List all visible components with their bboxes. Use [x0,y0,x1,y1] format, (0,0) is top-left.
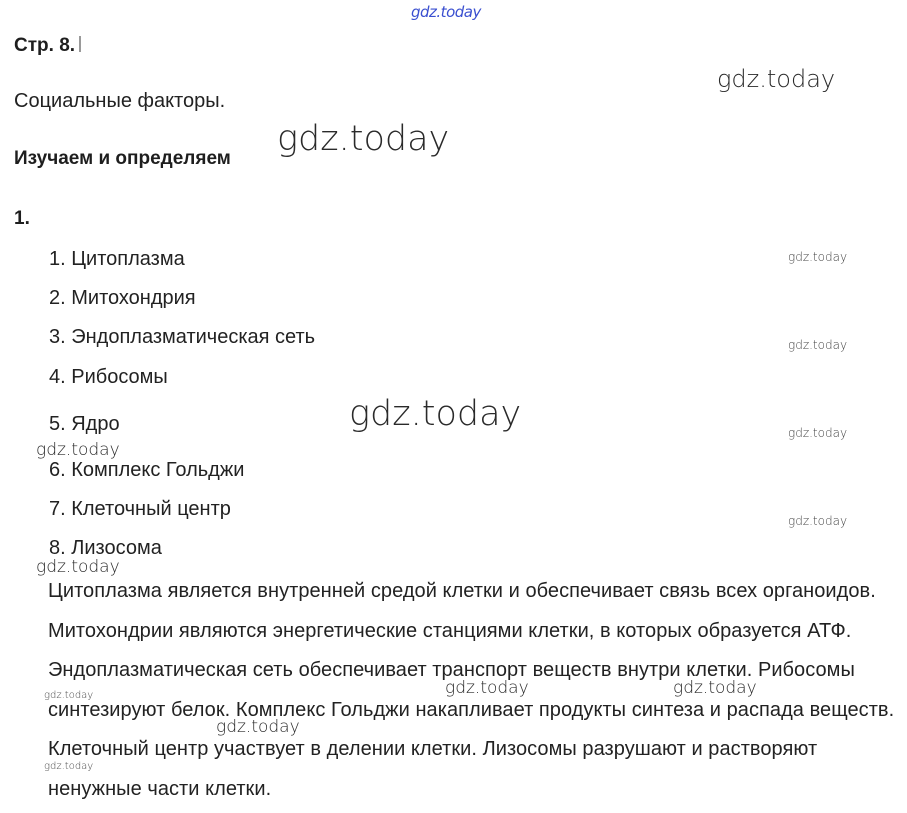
watermark: gdz.today [673,678,757,698]
watermark: gdz.today [717,65,836,93]
watermark: gdz.today [788,250,848,264]
list-item: 3. Эндоплазматическая сеть [49,326,316,348]
watermark: gdz.today [44,761,94,772]
watermark: gdz.today [277,119,450,159]
list-item: 2. Митохондрия [49,287,196,309]
list-item: 5. Ядро [49,413,120,435]
watermark: gdz.today [349,394,522,434]
answer-paragraph: Цитоплазма является внутренней средой клетки и обеспечивает связь всех органоидов. Митохондрии являются энергетические станциями клетки, в которых образуется АТФ. Эндоплазматическая сеть обеспечивает транспорт веществ внутри клетки. Рибосомы синтезируют белок. Комплекс Гольджи накапливает продукты синтеза и распада веществ. Клеточный центр участвует в делении клетки. Лизосомы разрушают и растворяют ненужные части клетки. [48,580,895,800]
watermark: gdz.today [36,440,120,460]
task-number: 1. [14,208,30,229]
topic-title: Социальные факторы. [14,90,226,112]
section-heading: Изучаем и определяем [14,148,231,169]
watermark: gdz.today [36,557,120,577]
watermark: gdz.today [788,338,848,352]
watermark: gdz.today [44,690,94,701]
watermark: gdz.today [216,717,300,737]
list-item: 4. Рибосомы [49,366,168,388]
watermark: gdz.today [411,3,481,21]
list-item: 7. Клеточный центр [49,498,231,520]
page-label [14,35,81,57]
page-label-text: Стр. 8. [14,35,76,56]
list-item: 1. Цитоплазма [49,248,185,270]
watermark: gdz.today [788,514,848,528]
list-item: 8. Лизосома [49,537,162,559]
watermark: gdz.today [445,678,529,698]
list-item: 6. Комплекс Гольджи [49,459,245,481]
text-cursor [79,36,81,52]
watermark: gdz.today [788,426,848,440]
